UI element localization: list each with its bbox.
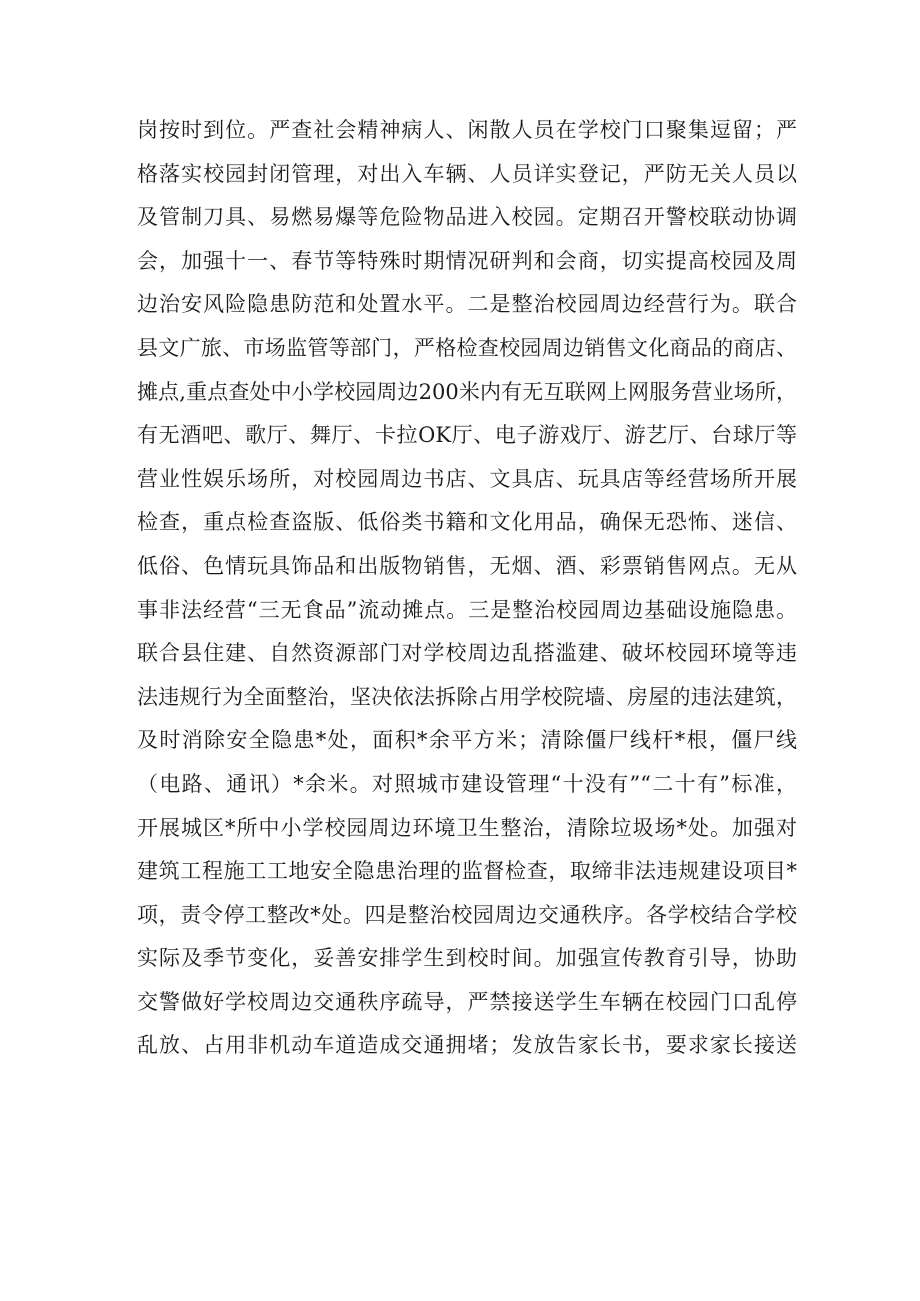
text-line: 法违规行为全面整治，坚决依法拆除占用学校院墙、房屋的违法建筑， (137, 684, 797, 709)
text-line: 联合县住建、自然资源部门对学校周边乱搭滥建、破坏校园环境等违 (137, 641, 797, 666)
text-line: 会，加强十一、春节等特殊时期情况研判和会商，切实提高校园及周 (137, 248, 797, 273)
text-line: 有无酒吧、歌厅、舞厅、卡拉OK厅、电子游戏厅、游艺厅、台球厅等 (137, 423, 797, 448)
text-line: 低俗、色情玩具饰品和出版物销售，无烟、酒、彩票销售网点。无从 (137, 553, 797, 578)
text-line: 建筑工程施工工地安全隐患治理的监督检查，取缔非法违规建设项目* (137, 859, 797, 884)
text-line: 检查，重点检查盗版、低俗类书籍和文化用品，确保无恐怖、迷信、 (137, 510, 797, 535)
text-line: 项，责令停工整改*处。四是整治校园周边交通秩序。各学校结合学校 (137, 902, 797, 927)
text-line: 事非法经营“三无食品”流动摊点。三是整治校园周边基础设施隐患。 (137, 597, 797, 622)
text-line: 营业性娱乐场所，对校园周边书店、文具店、玩具店等经营场所开展 (137, 466, 797, 491)
text-line: 岗按时到位。严查社会精神病人、闲散人员在学校门口聚集逗留；严 (137, 118, 797, 142)
text-line: 格落实校园封闭管理，对出入车辆、人员详实登记，严防无关人员以 (137, 161, 797, 186)
body-paragraph (137, 109, 797, 1068)
text-line: 开展城区*所中小学校园周边环境卫生整治，清除垃圾场*处。加强对 (137, 815, 797, 840)
text-line: 边治安风险隐患防范和处置水平。二是整治校园周边经营行为。联合 (137, 292, 797, 317)
text-line: 及时消除安全隐患*处，面积*余平方米；清除僵尸线杆*根，僵尸线 (137, 728, 797, 753)
text-line: （电路、通讯）*余米。对照城市建设管理“十没有”“二十有”标准， (137, 771, 797, 796)
text-line: 乱放、占用非机动车道造成交通拥堵；发放告家长书，要求家长接送 (137, 1033, 797, 1058)
text-line: 实际及季节变化，妥善安排学生到校时间。加强宣传教育引导，协助 (137, 946, 797, 971)
text-line: 县文广旅、市场监管等部门，严格检查校园周边销售文化商品的商店、 (137, 335, 797, 360)
text-line: 及管制刀具、易燃易爆等危险物品进入校园。定期召开警校联动协调 (137, 205, 797, 230)
text-line: 摊点,重点查处中小学校园周边200米内有无互联网上网服务营业场所， (137, 379, 797, 404)
text-line: 交警做好学校周边交通秩序疏导，严禁接送学生车辆在校园门口乱停 (137, 989, 797, 1014)
